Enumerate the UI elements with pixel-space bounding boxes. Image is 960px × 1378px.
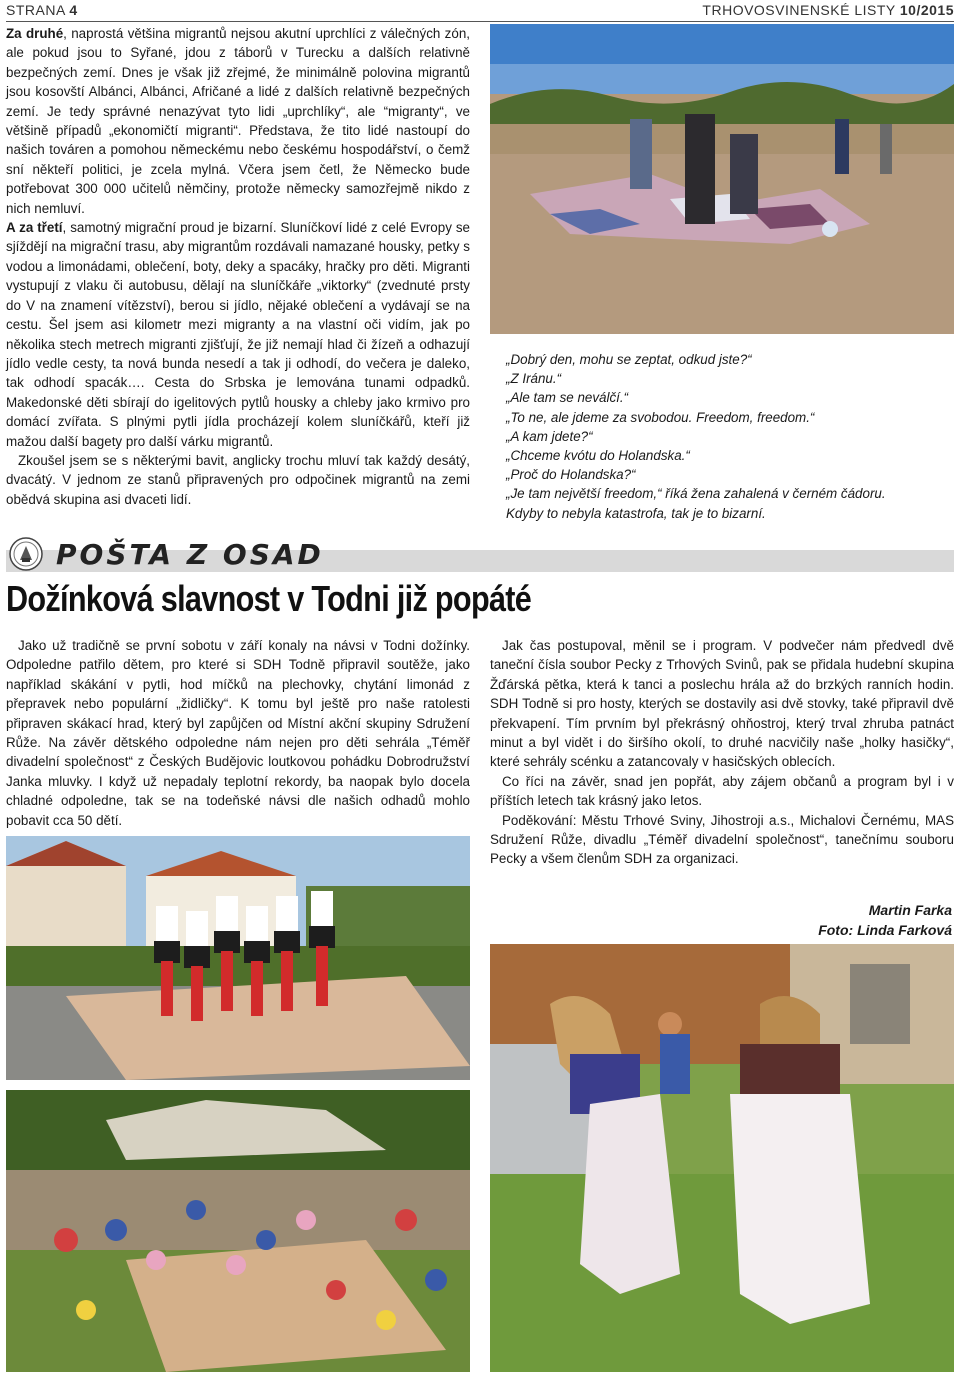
dancers-photo	[6, 836, 470, 1080]
photo-credit: Foto: Linda Farková	[818, 922, 952, 938]
village-emblem-icon	[8, 536, 44, 572]
dialog-line: „Proč do Holandska?“	[506, 467, 636, 483]
migrant-paragraph-2: A za třetí, samotný migrační proud je bizarní. Sluníčkoví lidé z celé Evropy se sjíždějí na migrační trasu, aby migrantům rozdávali namazané housky, petky s vodou a limonádami, oblečení, boty, deky a spacáky, hračky pro děti. Migranti vystupují z vlaku či autobusu, dělají na sluníčkáře „viktorky“ (zvednuté prsty do V na znamení vítězství), berou si jídlo, nějaké oblečení a vydávají se na cestu. Šel jsem asi kilometr mezi migranty a na vlastní oči vidím, jak po několika stech metrech migranti zjišťují, že již nemají hlad či žízeň a odhazují jídlo vedle cesty, ta nová bunda nesedí a tak ji odhodí, do večera je daleko, tak odhodí spacák…. Cesta do Srbska je lemována tunami odpadků. Makedonské děti sbírají do igelitových pytlů housky a chleby jako krmivo pro domácí zvířata. S plnými pytli jídla procházejí kolem sluníčkářů, kteří již mažou další bagety pro další várku migrantů.	[6, 220, 470, 449]
dialog-line: Kdyby to nebyla katastrofa, tak je to bizarní.	[506, 505, 766, 521]
header-rule	[6, 21, 954, 22]
byline	[818, 900, 952, 940]
dialog-line: „Ale tam se neválčí.“	[506, 390, 629, 406]
children-audience-photo	[6, 1090, 470, 1372]
sack-race-photo	[490, 944, 954, 1372]
section-title: POŠTA Z OSAD	[56, 538, 324, 571]
dialog-line: „Z Iránu.“	[506, 371, 562, 387]
migrants-photo	[490, 24, 954, 334]
dialog-line: „Dobrý den, mohu se zeptat, odkud jste?“	[506, 352, 752, 367]
festival-paragraph-2: Jak čas postupoval, měnil se i program. V podvečer nám předvedl dvě taneční čísla soubor Pecky z Trhových Svinů, pak se přidala hudební skupina Žďárská pětka, která k tanci a poslechu hrála až do brzkých ranních hodin. SDH Todně si pro hosty, kterých se dostavily asi dvě stovky, také připravil dvě překvapení. Tím prvním byl překrásný ohňostroj, který trval zhruba patnáct minut a byl vidět i do širšího okolí, to druhé nacvičily naše „holky hasičky“, které sehrály scénku a zatancovaly v hasičských oblecích.	[490, 638, 954, 770]
dialog-block	[506, 350, 952, 523]
festival-right-column	[490, 636, 954, 869]
publication-issue: TRHOVOSVINENSKÉ LISTY 10/2015	[702, 2, 954, 18]
festival-paragraph-4: Poděkování: Městu Trhové Sviny, Jihostroji a.s., Michalovi Černému, MAS Sdružení Růže, divadlu „Téměř divadelní společnost“, tanečnímu souboru Pecky a všem členům SDH za organizaci.	[490, 812, 954, 867]
article-headline: Dožínková slavnost v Todni již popáté	[6, 578, 532, 619]
author-name: Martin Farka	[868, 902, 952, 918]
migrant-paragraph-1: Za druhé, naprostá většina migrantů nejsou akutní uprchlíci z válečných zón, ale pokud jsou to Syřané, jdou z táborů v Turecku a dalších relativně bezpečných zemí. Dnes je však již zřejmé, že minimálně polovina migrantů jsou kosovští Albánci, Albánci, Afričané a lidé z dalších relativně bezpečných zemí. Je tedy správné nenazývat tyto lidi „uprchlíky“, ale “migranty“, ve většině případů „ekonomičtí migranti“. Představa, že tito lidé nastoupí do našich továren a pomohou německému nebo českému hospodářství, o čemž sní někteří politici, je zcela mylná. Včera jsem četl, že Německo bude potřebovat 300 000 učitelů němčiny, protože německy samozřejmě nikdo z nich nemluví.	[6, 26, 470, 216]
migrant-article	[6, 24, 470, 509]
festival-paragraph-1: Jako už tradičně se první sobotu v září konaly na návsi v Todni dožínky. Odpoledne patřilo dětem, pro které si SDH Todně připravil soutěže, jako například skákání v pytli, hod míčků na plechovky, chytání limonád z přepravek nebo populární „židličky“. K tomu byl ještě pro naše ratolesti připraven skákací hrad, který byl zapůjčen od Místní akční skupiny Sdružení Růže. Na závěr dětského odpoledne nám nejen pro děti sehrála „Téměř divadelní společnost“ z Českých Budějovic loutkovou pohádku Dobrodružství Janka mluvky. I když už nepadaly teplotní rekordy, ba naopak bylo docela chladné odpoledne, tak se na todeňské návsi dle našich odhadů mohlo pobavit cca 50 dětí.	[6, 638, 470, 828]
festival-paragraph-3: Co říci na závěr, snad jen popřát, aby zájem občanů a program byl i v příštích letech tak krásný jako letos.	[490, 773, 954, 809]
festival-left-column	[6, 636, 470, 830]
dialog-line: „To ne, ale jdeme za svobodou. Freedom, freedom.“	[506, 409, 815, 425]
dialog-line: „Je tam největší freedom,“ říká žena zahalená v černém čádoru.	[506, 486, 886, 502]
dialog-line: „Chceme kvótu do Holandska.“	[506, 448, 690, 464]
migrant-paragraph-3: Zkoušel jsem se s některými bavit, anglicky trochu mluví tak každý desátý, dvacátý. V jednom ze stanů připravených pro odpočinek migrantů na zemi obědvá skupina asi dvaceti lidí.	[6, 452, 470, 507]
dialog-line: „A kam jdete?“	[506, 428, 593, 444]
page-number-label: STRANA 4	[6, 2, 78, 18]
